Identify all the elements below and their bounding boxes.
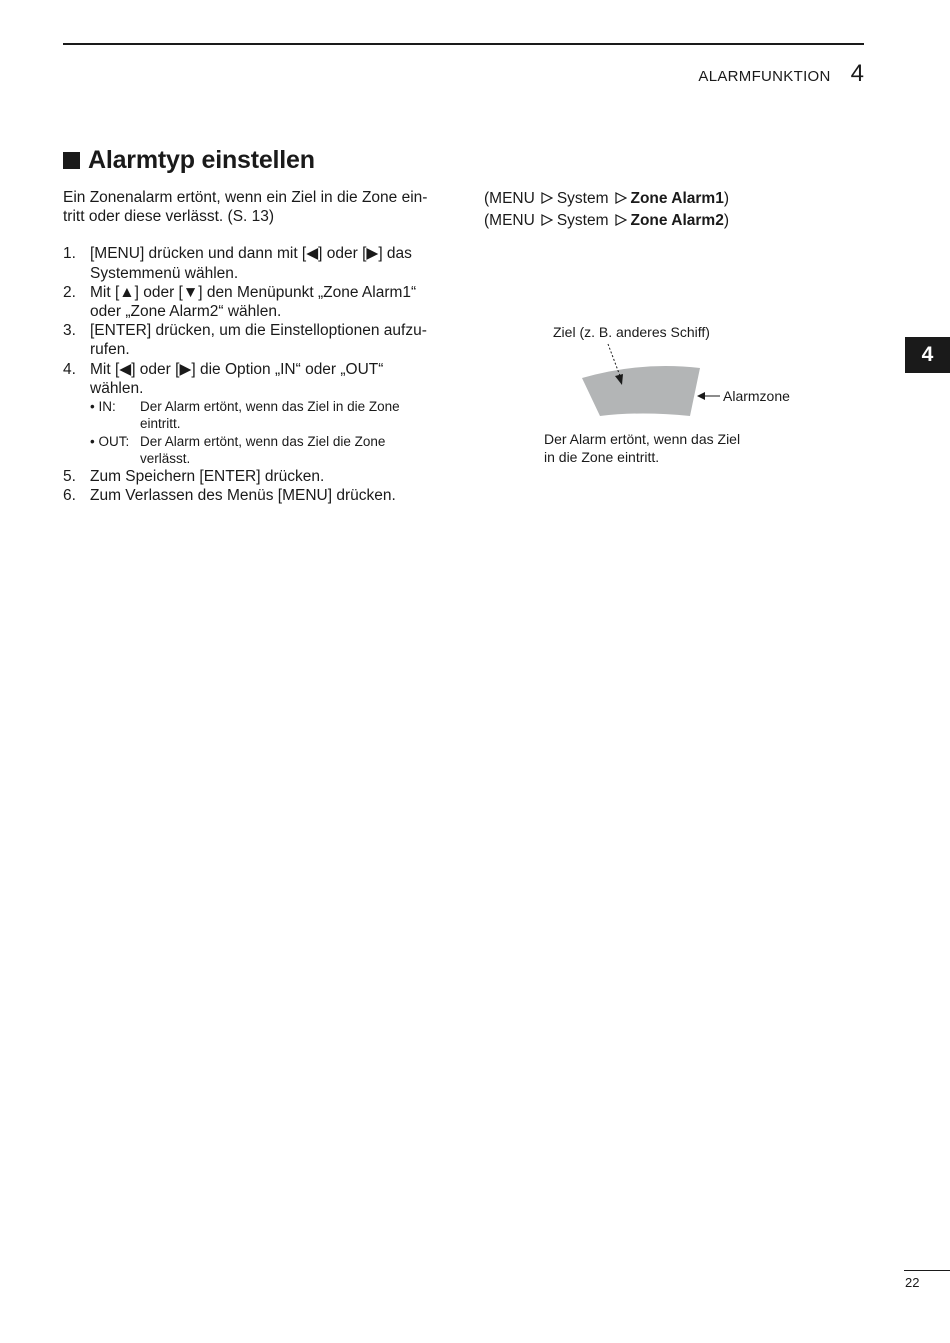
triangle-right-icon [615,214,625,226]
chapter-number: 4 [850,60,864,87]
triangle-right-icon [541,214,551,226]
step-number: 4. [63,360,76,378]
step-text: [MENU] drücken und dann mit [◀] oder [▶] das [90,245,412,263]
zone-label: Alarmzone [723,388,790,404]
chapter-header [698,60,864,88]
steps-list [63,244,448,505]
menu-path [484,210,729,232]
menu-path-close: ) [723,190,729,207]
step-text: Mit [▲] oder [▼] den Menüpunkt „Zone Alarm1“ [90,283,417,301]
step-text: [ENTER] drücken, um die Einstelloptionen aufzu- [90,322,427,340]
menu-path-column [484,188,729,232]
step-item [63,283,448,321]
section-title: Alarmtyp einstellen [88,146,315,174]
step-number: 5. [63,468,76,486]
triangle-right-icon [541,192,551,204]
step-number: 1. [63,245,76,263]
intro-paragraph [63,188,448,226]
step-item [63,486,448,505]
step-text: Systemmenü wählen. [90,264,239,282]
intro-line: tritt oder diese verlässt. (S. 13) [63,208,275,226]
step-text: Zum Verlassen des Menüs [MENU] drücken. [90,487,396,505]
step-item [63,244,448,282]
intro-line: Ein Zonenalarm ertönt, wenn ein Ziel in die Zone ein- [63,189,428,206]
menu-path-close: ) [723,212,729,229]
triangle-right-icon [615,192,625,204]
step-text: Mit [◀] oder [▶] die Option „IN“ oder „OUT“ [90,360,384,378]
diagram-caption [544,430,740,466]
option-item-out [63,433,448,468]
step-text: Zum Speichern [ENTER] drücken. [90,468,325,486]
caption-line: in die Zone eintritt. [544,449,660,465]
option-list [63,398,448,467]
step-number: 3. [63,322,76,340]
menu-path-item: Zone Alarm2 [630,212,724,229]
menu-path-root: (MENU [484,212,535,229]
header-rule [63,43,864,45]
menu-path-root: (MENU [484,190,535,207]
menu-path-system: System [556,190,609,207]
step-number: 2. [63,283,76,301]
menu-path [484,188,729,210]
option-description: Der Alarm ertönt, wenn das Ziel in die Zone [140,399,400,415]
footer-rule [904,1270,950,1271]
option-key: • OUT: [90,433,130,449]
step-number: 6. [63,487,76,505]
step-text: wählen. [90,379,144,397]
instructions-column [63,188,448,506]
option-description: eintritt. [140,416,181,432]
black-square-icon [63,152,80,169]
option-description: verlässt. [140,450,191,466]
zone-arrow-icon [697,392,705,400]
chapter-title: ALARMFUNKTION [698,68,831,85]
menu-path-item: Zone Alarm1 [630,190,724,207]
step-text: rufen. [90,341,130,359]
option-description: Der Alarm ertönt, wenn das Ziel die Zone [140,433,386,449]
target-label: Ziel (z. B. anderes Schiff) [553,324,710,340]
chapter-tab: 4 [905,337,950,373]
caption-line: Der Alarm ertönt, wenn das Ziel [544,431,741,447]
step-text: oder „Zone Alarm2“ wählen. [90,303,282,321]
step-item [63,360,448,398]
step-item [63,321,448,359]
alarm-zone-shape [582,366,700,416]
alarm-zone-diagram [540,318,820,478]
section-heading [63,146,315,175]
step-item [63,467,448,486]
menu-path-system: System [556,212,609,229]
option-key: • IN: [90,399,116,415]
option-item-in [63,398,448,433]
page-number: 22 [905,1275,920,1290]
